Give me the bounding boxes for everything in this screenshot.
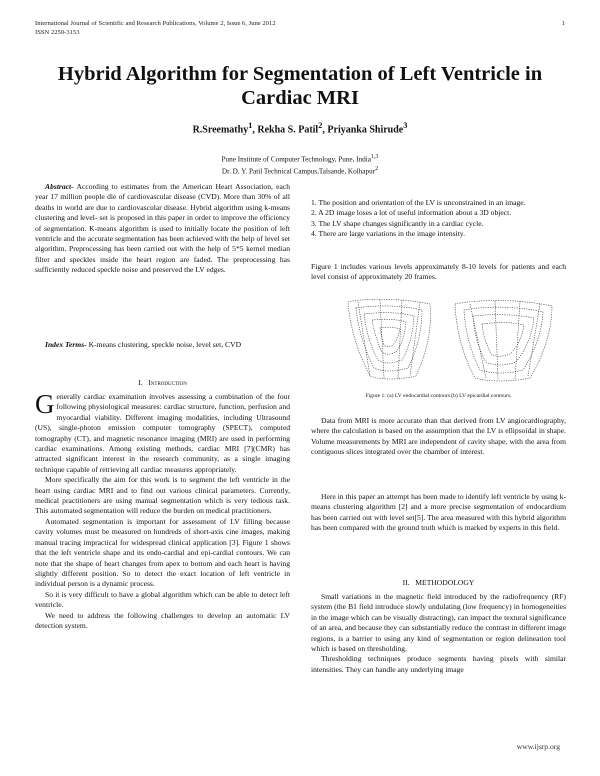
hybrid-paragraph [311, 492, 566, 534]
drop-cap: G [35, 389, 55, 419]
affiliation-1 [0, 152, 600, 164]
section-2-title: METHODOLOGY [415, 578, 475, 587]
abstract [35, 182, 290, 276]
challenge-item: 2. A 2D image loses a lot of useful information about a 3D object. [311, 208, 512, 218]
figure-caption: Figure 1: (a) LV endocardial contours (b) LV epicardial contours, [365, 393, 512, 399]
section-2-numeral: II. [402, 578, 410, 587]
affiliation-2 [0, 164, 600, 176]
mri-text: Data from MRI is more accurate than that derived from LV angiocardiography, where the calculation is based on the assumption that the LV is ellipsoidal in shape. Volume measurements by MRI are independent of cavity shape, with the area from contiguous slices integrated over the chamber of interest. [311, 416, 566, 457]
affiliation-1-text: Pune Institute of Computer Technology, Pune, India [221, 155, 371, 164]
author-3-sup: 3 [403, 121, 408, 130]
issn: ISSN 2250-3153 [35, 28, 80, 36]
endocardial-contours-figure [348, 299, 430, 379]
challenge-item: 1. The position and orientation of the LV is unconstrained in an image. [311, 198, 526, 207]
epicardial-contours-figure [455, 300, 552, 381]
affiliation-1-sup: 1,3 [370, 154, 379, 160]
section-1-title: Introduction [148, 378, 187, 387]
running-header [35, 20, 565, 37]
abstract-text: According to estimates from the American Heart Association, each year 17 million people die of cardiovascular disease (CVD). More than 30% of all deaths in world are due to cardiovascular disease. Hybrid algorithm using k-means clustering and level- set is proposed in this paper in order to improve the efficiency of segmentation. K-means algorithm is used to initially locate the position of left ventricle and the accurate segmentation has been achieved with the help of level set algorithm. Preprocessing has been carried out with the help of 5*5 kernel median filter and speckles inside the heart region are faded. The preprocessing has sufficiently reduced speckle noise and preserved the LV edges. [35, 182, 290, 275]
abstract-label: Abstract- [45, 182, 74, 191]
introduction-body [35, 389, 290, 631]
intro-paragraph-4: So it is very difficult to have a global algorithm which can be able to detect left ventricle. [35, 589, 290, 610]
section-1-heading [35, 378, 290, 387]
intro-paragraph-1: enerally cardiac examination involves assessing a combination of the four following physiological measures: cardiac structure, function, perfusion and myocardial viability. Different imaging modalities, including Ultrasound (US), single-photon emission computer tomography (SPECT), computed tomography (CT), and magnetic resonance imaging (MRI) are used in performing cardiac examinations. Among existing methods, cardiac MRI [7](CMR) has attracted significant interest in the research community, as a single imaging technique capable of retrieving all cardiac measures appropriately. [35, 392, 290, 474]
intro-paragraph-5: We need to address the following challenges to develop an automatic LV detection system. [35, 610, 290, 630]
methodology-body [311, 592, 566, 675]
index-terms-label: Index Terms- [45, 340, 87, 349]
author-1: R.Sreemathy [192, 124, 249, 136]
author-3: Priyanka Shirude [327, 124, 404, 136]
section-2-heading [311, 578, 566, 587]
challenges-list [311, 198, 566, 240]
intro-paragraph-3: Automated segmentation is important for assessment of LV filling because cavity volumes must be measured on hundreds of short-axis cine images, making manual tracing impractical for widespread clinical application [3]. Figure 1 shows that the left ventricle shape and its endo-cardial and epi-cardial contours. We can note that the shape of heart changes from apex to bottom and each heart is having slightly different position. So to detect the exact location of left ventricle in individual person is a dynamic process. [35, 516, 290, 589]
challenge-item: 4. There are large variations in the image intensity. [311, 229, 466, 239]
section-1-numeral: I. [138, 378, 143, 387]
author-2-sup: 2 [318, 121, 323, 130]
figure-intro-paragraph [311, 262, 566, 283]
affiliations [0, 152, 600, 177]
author-line: R.Sreemathy$^1$, Rekha S. Patil$^2$, Priyanka Shirude$^3$ [192, 121, 408, 136]
author-1-sup: 1 [248, 121, 253, 130]
mri-paragraph [311, 416, 566, 458]
index-terms [35, 340, 290, 350]
affiliation-2-text: Dr. D. Y. Patil Technical Campus,Talsande, Kolhapur [221, 167, 376, 176]
author-2: Rekha S. Patil [257, 124, 319, 136]
page-number: 1 [561, 20, 565, 27]
intro-paragraph-2: More specifically the aim for this work is to segment the left ventricle in the heart using cardiac MRI and to find out various clinical parameters. Currently, medical practitioners are using manual segmentation which is very tedious task. This automated segmentation will reduce the burden on medical practitioners. [35, 475, 290, 516]
method-paragraph-1: Small variations in the magnetic field introduced by the radiofrequency (RF) system (the B1 field introduce slowly undulating (low frequency) in homogeneities in the image which can be visually distracting), can impact the textural significance of an area, and because they can substantially reduce the contrast in different image regions, is a barrier to using any kind of segmentation or region delineation tool which is based on thresholding. [311, 592, 566, 654]
figure-intro-text: Figure 1 includes various levels approximately 8-10 levels for patients and each level consist of approximately 20 frames. [311, 262, 566, 282]
figure-1-contours [340, 298, 560, 383]
challenge-item: 3. The LV shape changes significantly in a cardiac cycle. [311, 218, 484, 228]
affiliation-2-sup: 2 [375, 166, 379, 173]
paper-title: Hybrid Algorithm for Segmentation of Left Ventricle in Cardiac MRI [57, 63, 543, 109]
hybrid-text: Here in this paper an attempt has been made to identify left ventricle by using k-means clustering algorithm [2] and a more precise segmentation of endocardium has been carried out with level set[5]. The area measured with this hybrid algorithm has been compared with the ground truth which is marked by experts in this field. [311, 492, 566, 533]
method-paragraph-2: Thresholding techniques produce segments having pixels with similar intensities. They can handle any underlying image [311, 654, 566, 674]
journal-line: International Journal of Scientific and Research Publications, Volume 2, Issue 6, June 2012 [35, 20, 276, 27]
index-terms-text: K-means clustering, speckle noise, level set, CVD [86, 340, 242, 349]
footer-url: www.ijsrp.org [516, 742, 560, 751]
